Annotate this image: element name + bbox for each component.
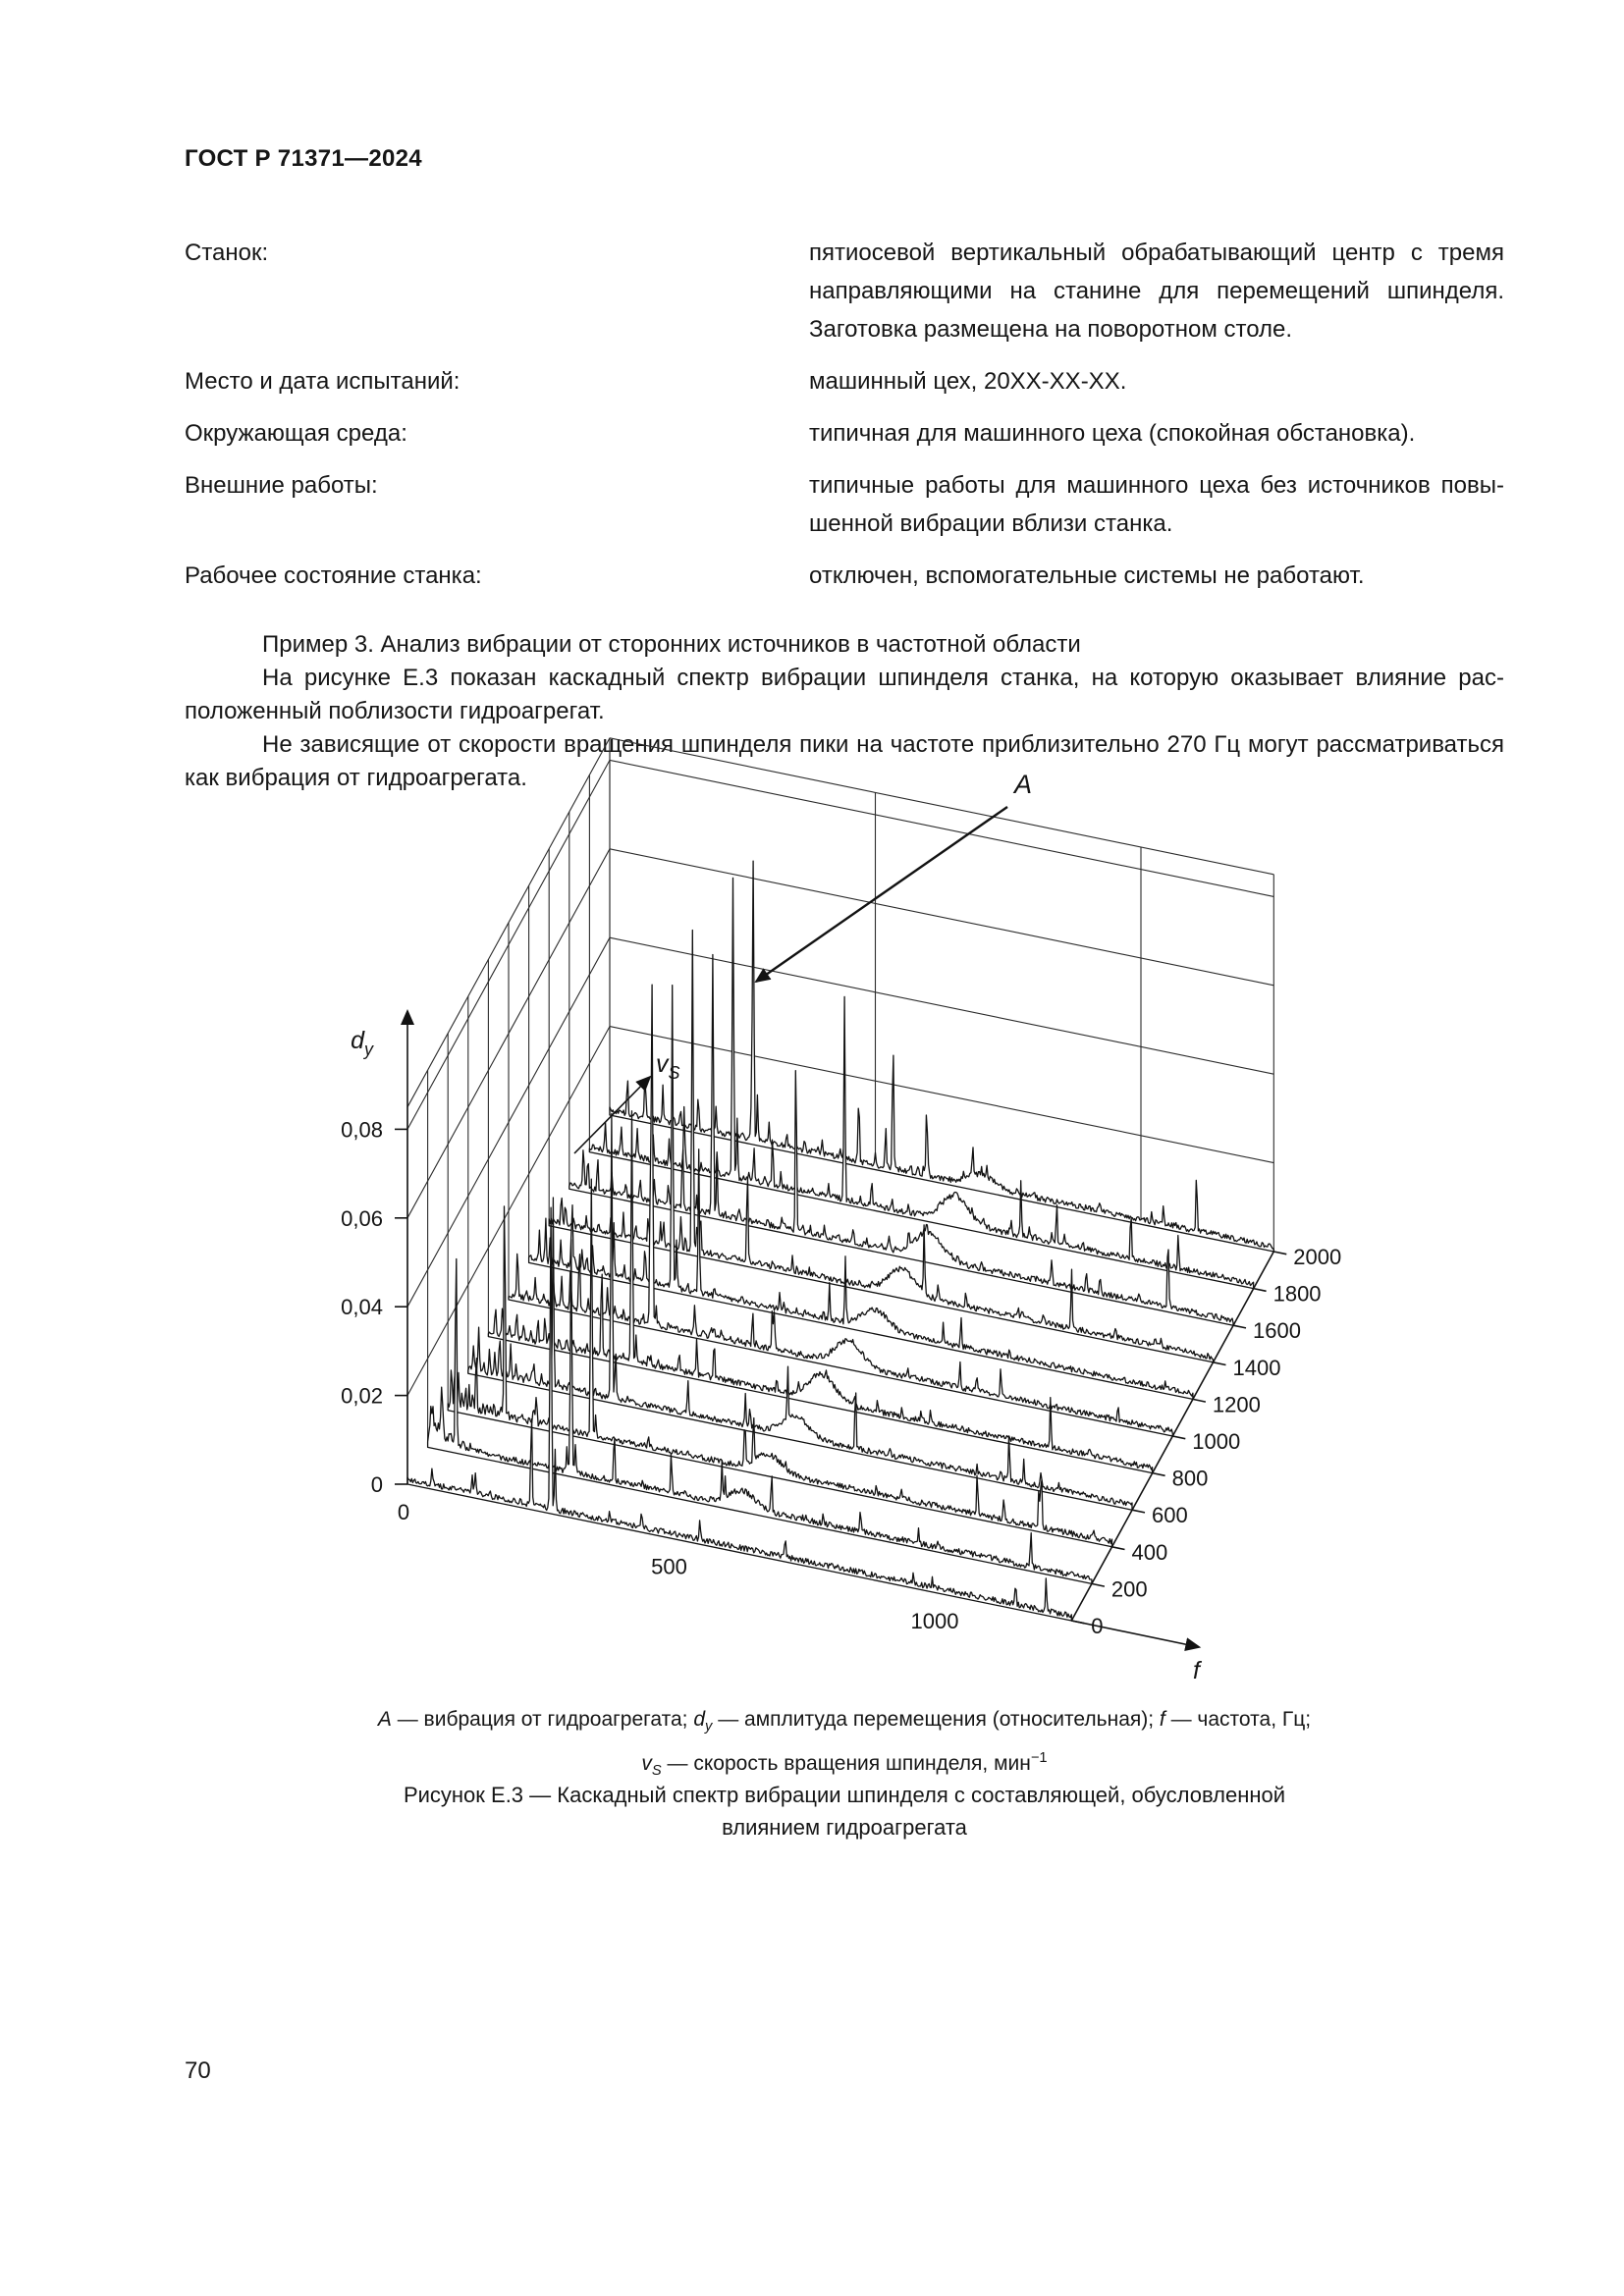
gost-standard-header: ГОСТ Р 71371—2024 bbox=[185, 145, 422, 172]
condition-definition: типичные работы для машинного цеха без источников повышенной вибрации вблизи станка. bbox=[809, 472, 1504, 537]
condition-definition: типичная для машинного цеха (спокойная обстановка). bbox=[809, 420, 1416, 447]
condition-term: Окружающая среда: bbox=[185, 420, 407, 447]
figure-title-line-1: Рисунок Е.3 — Каскадный спектр вибрации шпинделя с составляющей, обусловленной bbox=[403, 1783, 1286, 1807]
svg-text:2000: 2000 bbox=[1293, 1245, 1342, 1269]
waterfall-spectrum-figure bbox=[275, 589, 1453, 1698]
svg-text:500: 500 bbox=[651, 1554, 687, 1579]
figure-caption-line-2: $v_S$ — скорость вращения шпинделя, мин$^{-1}$ bbox=[641, 1750, 1048, 1780]
example-heading: Пример 3. Анализ вибрации от сторонних источников в частотной области bbox=[262, 631, 1081, 658]
svg-text:1000: 1000 bbox=[910, 1609, 959, 1634]
svg-text:A: A bbox=[1013, 770, 1033, 799]
condition-row-external-work bbox=[185, 466, 1504, 543]
svg-text:f: f bbox=[1193, 1657, 1200, 1684]
test-conditions-list bbox=[185, 234, 1504, 609]
waterfall-chart-svg bbox=[275, 589, 1453, 1698]
svg-text:400: 400 bbox=[1131, 1539, 1168, 1565]
condition-term: Станок: bbox=[185, 240, 269, 266]
paragraph-peaks-note: Не зависящие от скорости вращения шпинделя пики на частоте приблизительно 270 Гц могут рассматриваться как вибрация от гидроагрегата. bbox=[185, 731, 1504, 791]
figure-caption-line-1: А — вибрация от гидроагрегата; $d_y$ — амплитуда перемещения (относительная); f — частота, Гц; bbox=[377, 1708, 1312, 1735]
figure-title-line-2: влиянием гидроагрегата bbox=[722, 1815, 967, 1840]
figure-title bbox=[185, 1779, 1504, 1843]
condition-row-machine bbox=[185, 234, 1504, 348]
svg-text:0: 0 bbox=[397, 1500, 410, 1524]
page-number: 70 bbox=[185, 2057, 211, 2084]
svg-text:0: 0 bbox=[370, 1472, 383, 1497]
svg-text:1600: 1600 bbox=[1253, 1318, 1301, 1344]
svg-text:0,04: 0,04 bbox=[341, 1295, 383, 1320]
condition-term: Место и дата испытаний: bbox=[185, 368, 460, 395]
chart-grid bbox=[407, 738, 1273, 1484]
condition-row-place-date bbox=[185, 362, 1504, 400]
chart-spectra bbox=[407, 861, 1273, 1621]
condition-row-environment bbox=[185, 414, 1504, 453]
paragraph-figure-intro: На рисунке Е.3 показан каскадный спектр вибрации шпинделя станка, на которую оказывает влияние расположенный поблизости гидроагрегат. bbox=[185, 665, 1504, 724]
svg-text:800: 800 bbox=[1171, 1466, 1209, 1491]
condition-term: Внешние работы: bbox=[185, 472, 378, 499]
svg-text:0,06: 0,06 bbox=[341, 1205, 383, 1231]
svg-text:dy: $d_y$ bbox=[351, 1027, 373, 1059]
svg-text:600: 600 bbox=[1152, 1503, 1188, 1528]
condition-definition: отключен, вспомогательные системы не работают. bbox=[809, 562, 1365, 589]
svg-text:200: 200 bbox=[1110, 1576, 1148, 1602]
svg-text:0: 0 bbox=[1091, 1614, 1104, 1638]
figure-caption bbox=[185, 1704, 1504, 1787]
svg-text:1800: 1800 bbox=[1272, 1281, 1322, 1307]
condition-term: Рабочее состояние станка: bbox=[185, 562, 482, 589]
chart-axes bbox=[341, 770, 1341, 1684]
svg-text:1400: 1400 bbox=[1232, 1355, 1281, 1380]
svg-text:0,08: 0,08 bbox=[341, 1117, 383, 1143]
svg-text:1000: 1000 bbox=[1192, 1429, 1241, 1454]
svg-text:1200: 1200 bbox=[1212, 1392, 1261, 1417]
svg-text:0,02: 0,02 bbox=[341, 1383, 383, 1409]
svg-text:vS: $v_S$ bbox=[656, 1050, 680, 1083]
condition-definition: машинный цех, 20XX-XX-XX. bbox=[809, 368, 1127, 395]
condition-definition: пятиосевой вертикальный обрабатывающий центр с тремя направляющими на станине для перемещений шпинделя. Заготовка размещена на поворотном столе. bbox=[809, 240, 1504, 343]
